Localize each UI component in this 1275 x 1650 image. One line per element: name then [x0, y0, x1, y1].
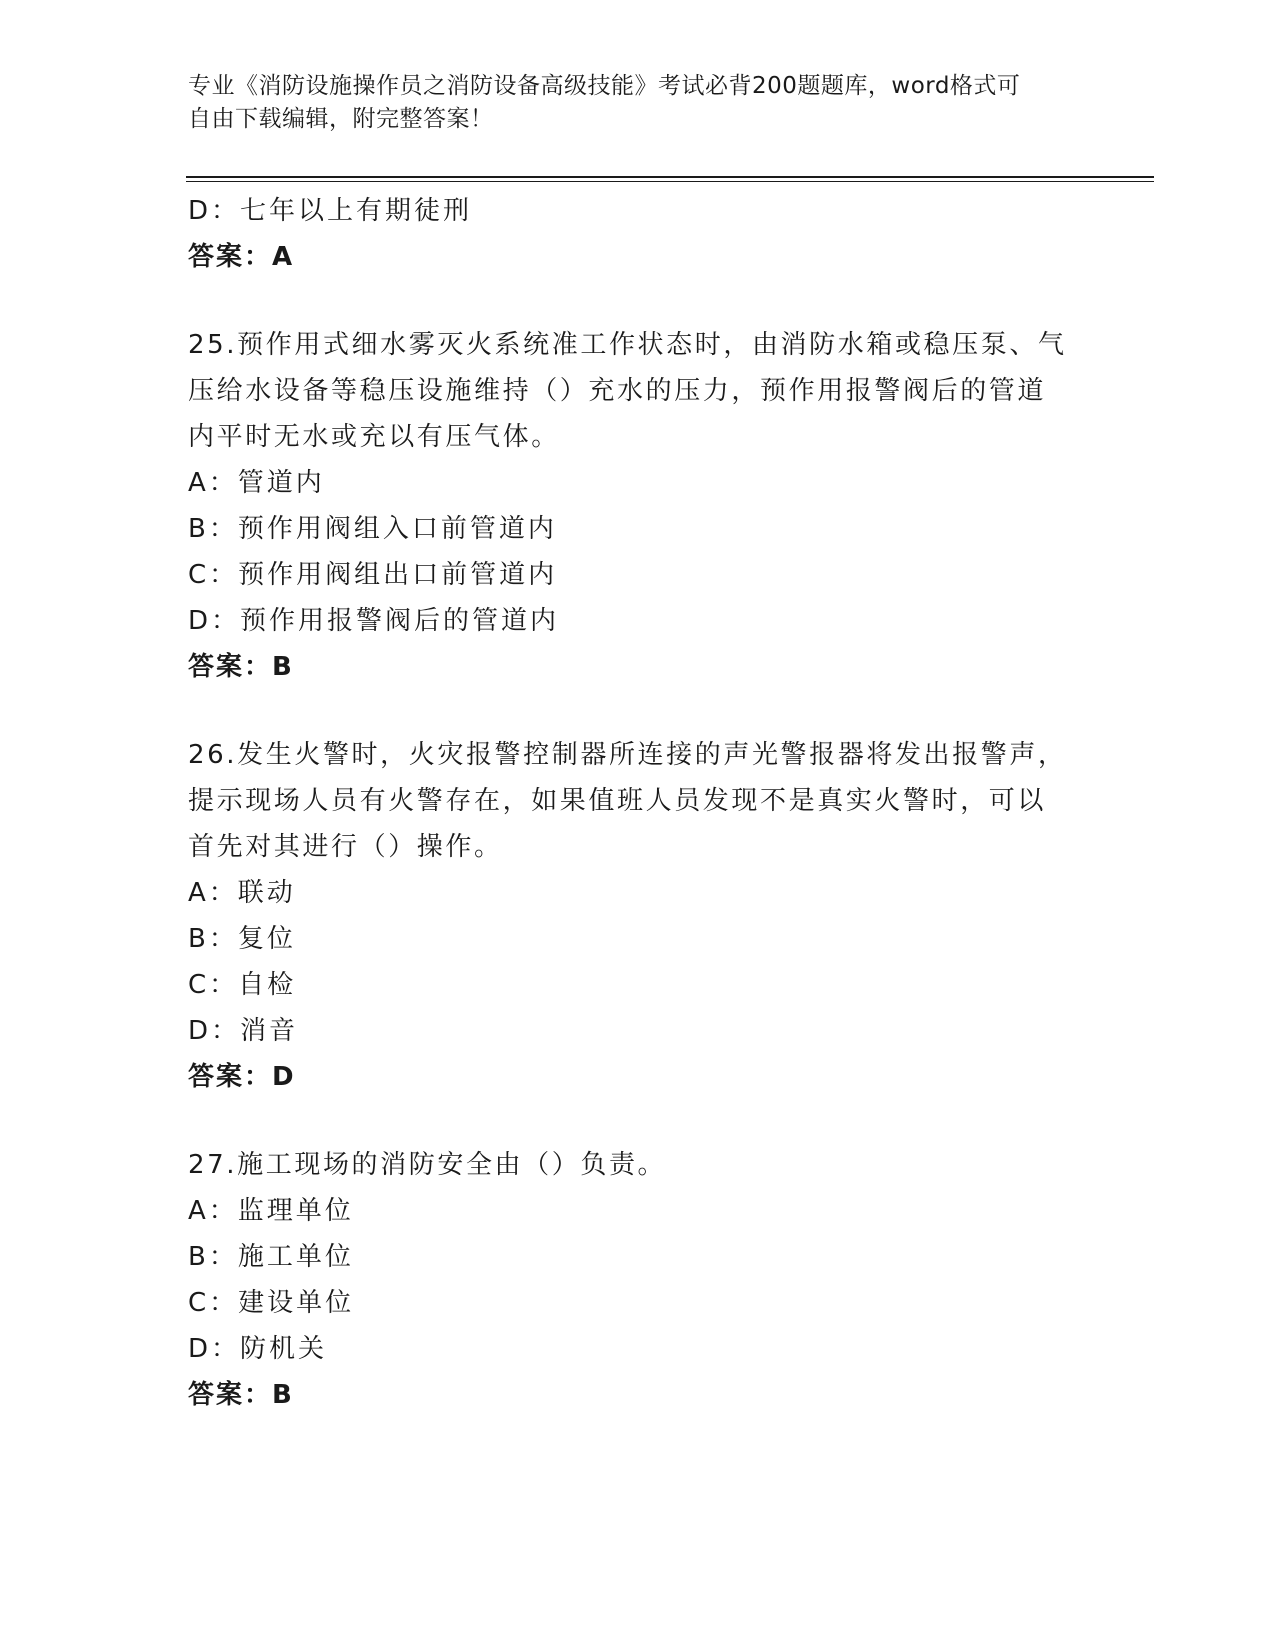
header-divider-thick [186, 176, 1154, 178]
question-text [188, 322, 1088, 460]
question-text-line: 提示现场人员有火警存在，如果值班人员发现不是真实火警时，可以 [188, 786, 1047, 816]
option-d: D：预作用报警阀后的管道内 [188, 606, 560, 636]
option-c: C：自检 [188, 970, 297, 1000]
question-text-line: 27.施工现场的消防安全由（）负责。 [188, 1150, 667, 1180]
document-header [188, 70, 1068, 136]
question-text-line: 26.发生火警时，火灾报警控制器所连接的声光警报器将发出报警声， [188, 740, 1067, 770]
question-27 [188, 1142, 1088, 1418]
question-text-line: 内平时无水或充以有压气体。 [188, 422, 560, 452]
option-a: A：管道内 [188, 468, 325, 498]
question-text-line: 25.预作用式细水雾灭火系统准工作状态时，由消防水箱或稳压泵、气 [188, 330, 1067, 360]
option-d: D：消音 [188, 1016, 299, 1046]
question-text [188, 1142, 1088, 1188]
answer-line: 答案：B [188, 652, 294, 682]
header-line-1: 专业《消防设施操作员之消防设备高级技能》考试必背200题题库，word格式可 [188, 73, 1021, 99]
question-list [188, 188, 1088, 1418]
option-a: A：联动 [188, 878, 296, 908]
header-line-2: 自由下载编辑，附完整答案！ [188, 106, 494, 132]
option-d: D：防机关 [188, 1334, 328, 1364]
header-divider-thin [186, 181, 1154, 182]
option-c: C：预作用阀组出口前管道内 [188, 560, 558, 590]
option-d: D：七年以上有期徒刑 [188, 196, 473, 226]
answer-line: 答案：D [188, 1062, 296, 1092]
option-a: A：监理单位 [188, 1196, 354, 1226]
answer-line: 答案：A [188, 242, 295, 272]
option-c: C：建设单位 [188, 1288, 355, 1318]
answer-line: 答案：B [188, 1380, 294, 1410]
option-b: B：施工单位 [188, 1242, 354, 1272]
previous-question-tail [188, 188, 1088, 280]
question-text [188, 732, 1088, 870]
question-text-line: 压给水设备等稳压设施维持（）充水的压力，预作用报警阀后的管道 [188, 376, 1047, 406]
question-text-line: 首先对其进行（）操作。 [188, 832, 503, 862]
option-b: B：复位 [188, 924, 296, 954]
question-26 [188, 732, 1088, 1100]
question-25 [188, 322, 1088, 690]
option-b: B：预作用阀组入口前管道内 [188, 514, 557, 544]
